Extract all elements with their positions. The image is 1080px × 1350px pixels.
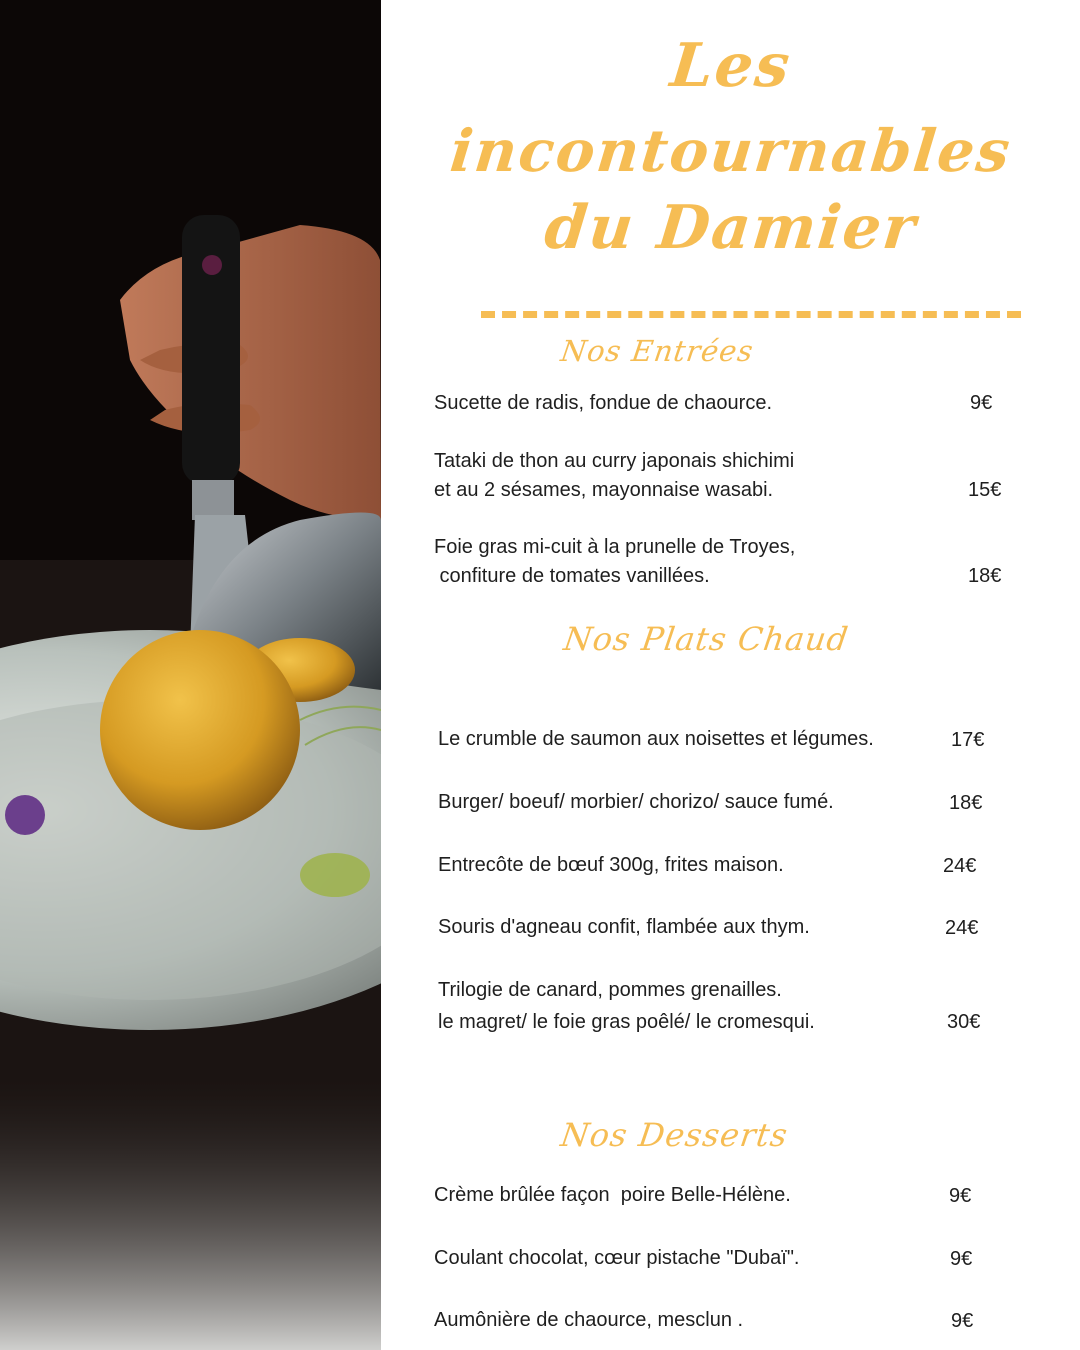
menu-item-line: le magret/ le foie gras poêlé/ le cromesqui. [438,1011,815,1033]
menu-item-line: Tataki de thon au curry japonais shichimi [434,450,795,472]
menu-item [434,1244,800,1273]
menu-item [434,447,794,505]
menu-title-line-3: du Damier [541,193,921,263]
menu-item-line: Crème brûlée façon poire Belle-Hélène. [434,1184,791,1206]
menu-item-line: Foie gras mi-cuit à la prunelle de Troyes, [434,536,796,558]
menu-item-price: 9€ [950,1248,973,1270]
menu-item-line: Souris d'agneau confit, flambée aux thym. [438,916,810,938]
menu-title-line-1: Les [667,31,795,101]
menu-item [438,976,815,1037]
menu-item-line: Entrecôte de bœuf 300g, frites maison. [438,854,784,876]
menu-item-price: 9€ [951,1310,974,1332]
menu-item-line: confiture de tomates vanillées. [434,565,710,587]
menu-item-price: 15€ [968,479,1002,501]
menu-item [434,1181,791,1210]
section-heading-plats: Nos Plats Chaud [561,620,852,658]
menu-item-price: 24€ [945,917,979,939]
food-photo-illustration [0,0,381,1350]
menu-item [438,725,874,754]
dashed-divider [481,311,1021,318]
menu-item [438,913,810,942]
menu-item-line: Burger/ boeuf/ morbier/ chorizo/ sauce fumé. [438,791,834,813]
menu-item [434,1306,743,1335]
food-photo [0,0,381,1350]
menu-item [438,851,784,880]
menu-panel [381,0,1080,1350]
menu-item-price: 9€ [949,1185,972,1207]
menu-item-line: Trilogie de canard, pommes grenailles. [438,979,782,1001]
menu-item-line: et au 2 sésames, mayonnaise wasabi. [434,479,774,501]
menu-item [438,788,834,817]
menu-item [434,533,795,591]
section-heading-entrees: Nos Entrées [558,334,756,368]
section-heading-desserts: Nos Desserts [558,1116,791,1154]
menu-item-price: 18€ [949,792,983,814]
menu-item-line: Sucette de radis, fondue de chaource. [434,392,773,414]
menu-item-price: 24€ [943,855,977,877]
menu-item-line: Coulant chocolat, cœur pistache "Dubaï". [434,1247,800,1269]
menu-item-line: Le crumble de saumon aux noisettes et légumes. [438,728,874,750]
menu-item-price: 18€ [968,565,1002,587]
menu-title-line-2: incontournables [447,117,1015,185]
menu-item-line: Aumônière de chaource, mesclun . [434,1309,744,1331]
menu-item-price: 17€ [951,729,985,751]
menu-item-price: 9€ [970,392,993,414]
menu-item [434,389,772,418]
menu-item-price: 30€ [947,1011,981,1033]
